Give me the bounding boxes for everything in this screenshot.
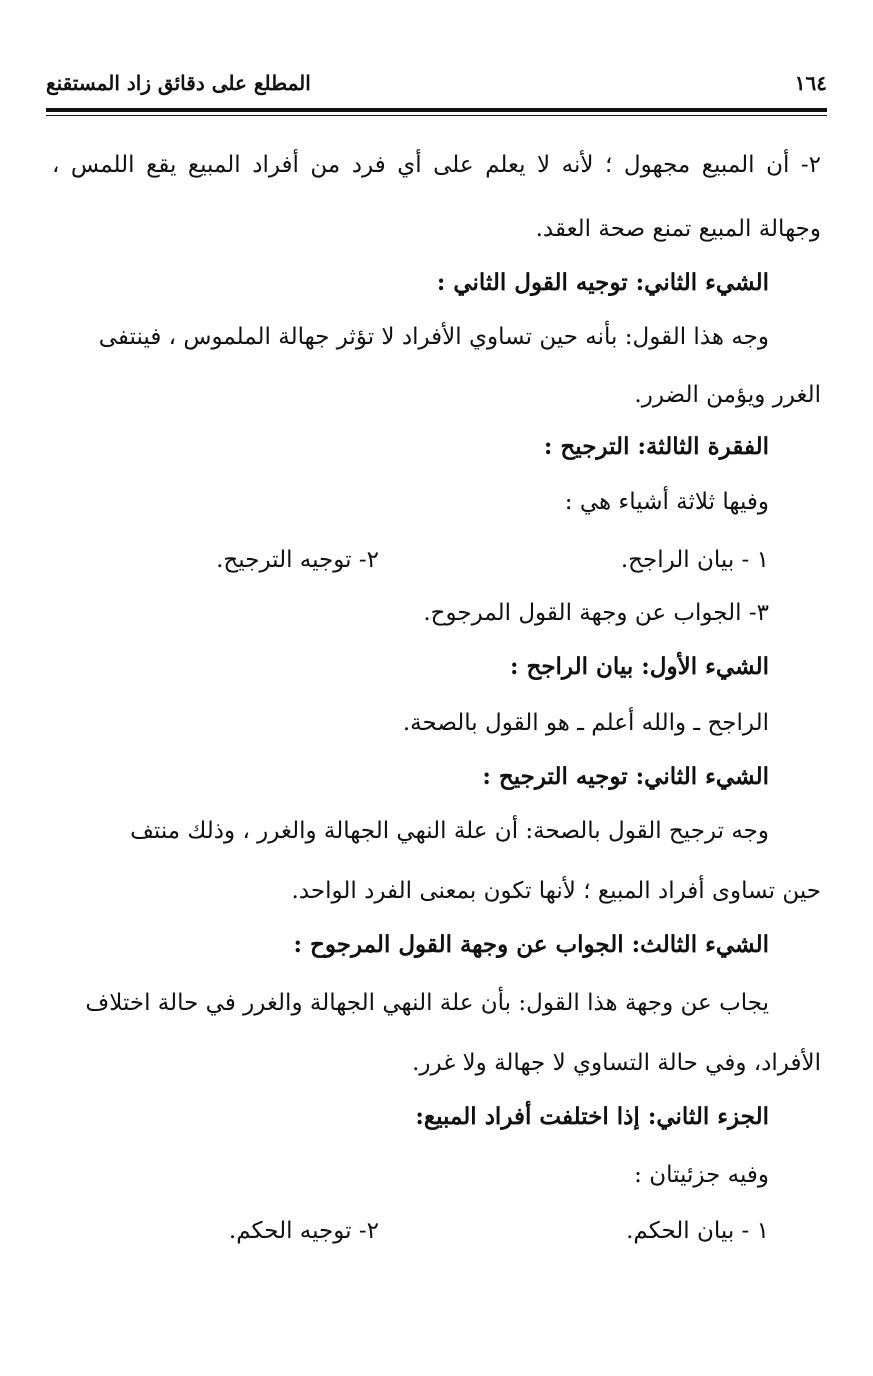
section-heading: الشيء الثاني: توجيه الترجيح :	[482, 763, 769, 790]
section-heading: الشيء الأول: بيان الراجح :	[509, 653, 769, 680]
text-line: الغرر ويؤمن الضرر.	[634, 382, 821, 408]
text-line: الراجح ـ والله أعلم ـ هو القول بالصحة.	[402, 710, 769, 736]
text-line: الأفراد، وفي حالة التساوي لا جهالة ولا غرر.	[412, 1050, 821, 1076]
list-item: ٢- توجيه الترجيح.	[216, 547, 379, 573]
list-item: ١ - بيان الراجح.	[620, 547, 769, 573]
header-rule-thin	[46, 115, 827, 116]
section-heading: الشيء الثالث: الجواب عن وجهة القول المرجوح :	[293, 931, 769, 958]
list-item: ١ - بيان الحكم.	[626, 1218, 769, 1244]
text-line: وفيه جزئيتان :	[634, 1162, 769, 1188]
section-heading: الجزء الثاني: إذا اختلفت أفراد المبيع:	[415, 1103, 769, 1130]
text-line: وجه ترجيح القول بالصحة: أن علة النهي الجهالة والغرر ، وذلك منتف	[130, 818, 769, 844]
header-rule-thick	[46, 108, 827, 112]
text-line: وفيها ثلاثة أشياء هي :	[564, 489, 769, 515]
text-line: ٣- الجواب عن وجهة القول المرجوح.	[423, 600, 769, 626]
list-item: ٢- توجيه الحكم.	[228, 1218, 379, 1244]
section-heading: الفقرة الثالثة: الترجيح :	[543, 433, 769, 460]
text-line: يجاب عن وجهة هذا القول: بأن علة النهي الجهالة والغرر في حالة اختلاف	[85, 990, 769, 1016]
section-heading: الشيء الثاني: توجيه القول الثاني :	[436, 269, 769, 296]
page-number: ١٦٤	[794, 71, 827, 95]
text-line: وجه هذا القول: بأنه حين تساوي الأفراد لا تؤثر جهالة الملموس ، فينتفى	[98, 324, 769, 350]
text-line: حين تساوى أفراد المبيع ؛ لأنها تكون بمعنى الفرد الواحد.	[291, 878, 821, 904]
text-line: وجهالة المبيع تمنع صحة العقد.	[535, 216, 821, 242]
page-header	[46, 66, 827, 100]
text-line: ٢- أن المبيع مجهول ؛ لأنه لا يعلم على أي فرد من أفراد المبيع يقع اللمس ،	[52, 152, 821, 178]
book-title: المطلع على دقائق زاد المستقنع	[46, 71, 311, 95]
